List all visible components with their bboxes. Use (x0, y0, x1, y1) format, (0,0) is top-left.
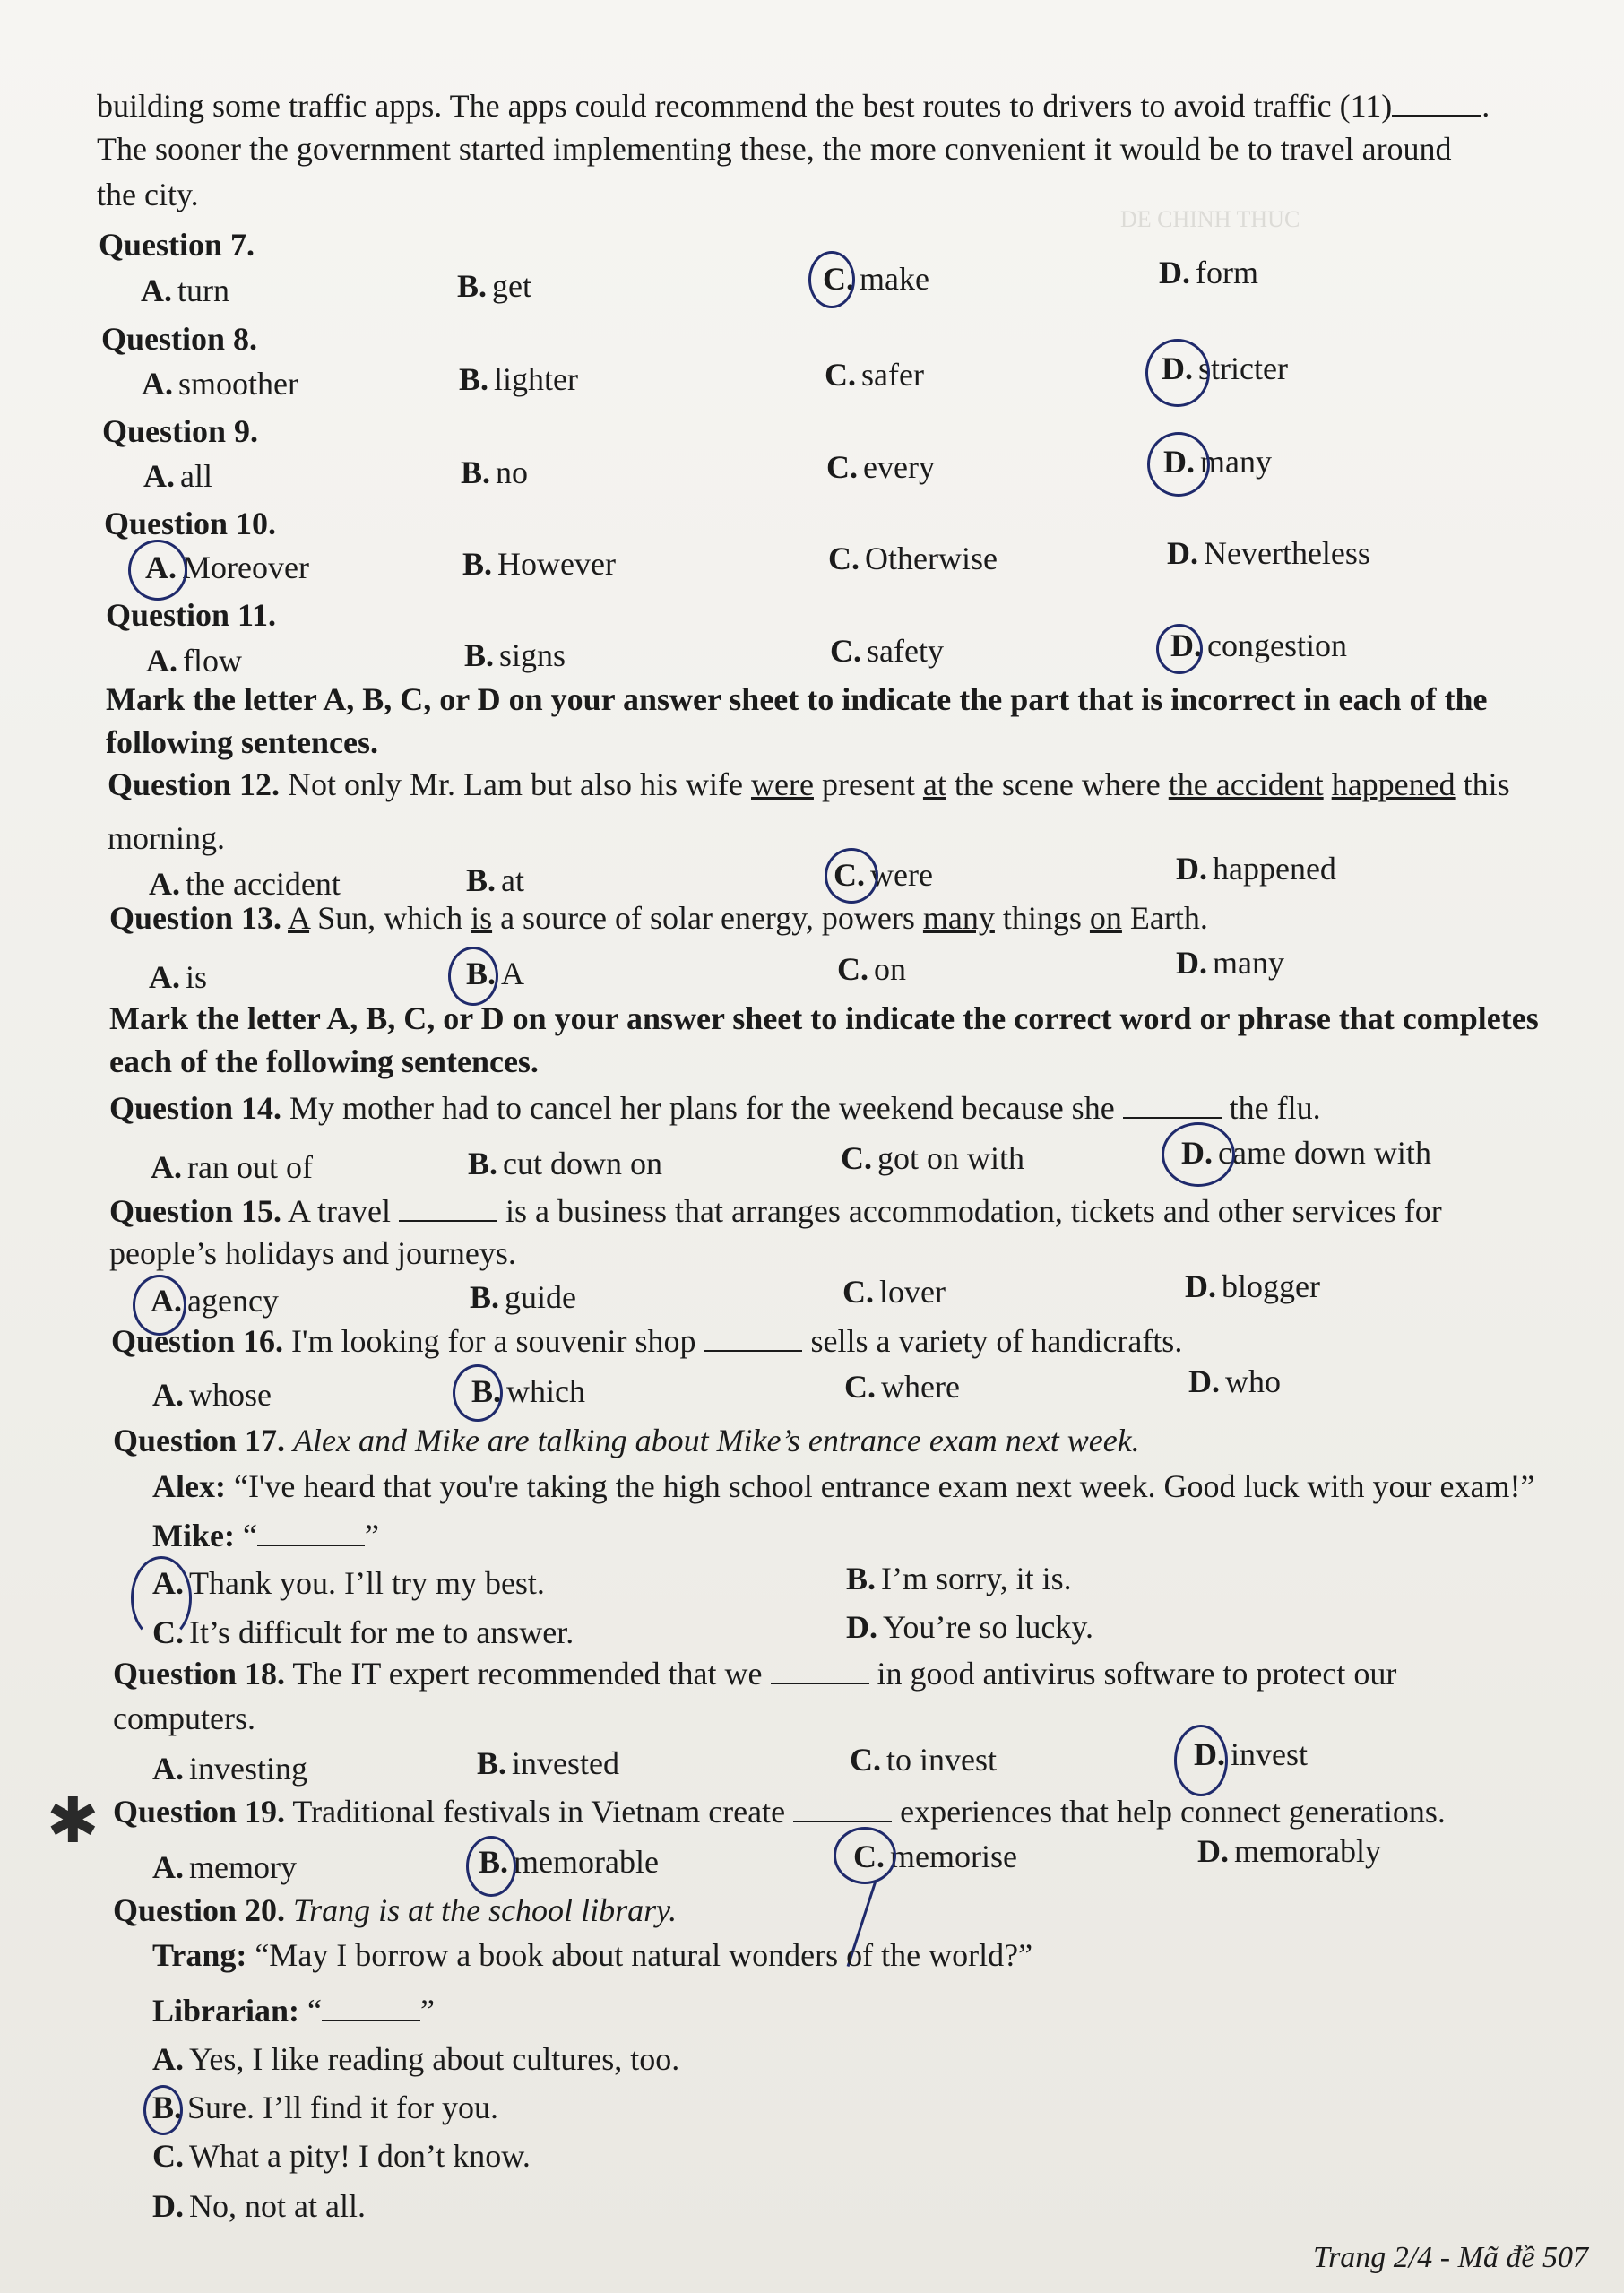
q20-option-c[interactable]: C. What a pity! I don’t know. (152, 2138, 531, 2174)
answer-circle-q11 (1156, 624, 1203, 674)
q12-stem: Question 12. Not only Mr. Lam but also his wife were present at the scene where the accident happened this (108, 766, 1510, 802)
q18-option-b[interactable]: B. invested (477, 1745, 619, 1781)
passage-line-3: the city. (97, 177, 199, 212)
q9-option-c[interactable]: C. every (826, 449, 935, 485)
q20-option-d[interactable]: D. No, not at all. (152, 2188, 366, 2224)
q17-option-a[interactable]: A. Thank you. I’ll try my best. (152, 1565, 545, 1601)
q9-title: Question 9. (102, 413, 259, 449)
q7-title: Question 7. (99, 227, 255, 263)
q12-option-c[interactable]: C. were (834, 857, 933, 893)
answer-circle-q14 (1162, 1122, 1235, 1187)
q19-option-a[interactable]: A. memory (152, 1849, 297, 1885)
q15-option-b[interactable]: B. guide (470, 1279, 576, 1315)
answer-circle-q10 (128, 540, 187, 601)
q15-stem-cont: people’s holidays and journeys. (109, 1235, 516, 1271)
answer-circle-q12 (825, 848, 878, 904)
answer-circle-q19-b (466, 1836, 516, 1897)
q7-option-a[interactable]: A. turn (141, 273, 229, 308)
q20-trang-line: Trang: “May I borrow a book about natural wonders of the world?” (152, 1937, 1033, 1973)
q15-option-c[interactable]: C. lover (842, 1274, 946, 1310)
q8-option-d[interactable]: D. stricter (1162, 350, 1288, 386)
q19-option-d[interactable]: D. memorably (1197, 1833, 1381, 1869)
q14-option-b[interactable]: B. cut down on (468, 1146, 662, 1181)
q11-option-b[interactable]: B. signs (464, 637, 566, 673)
q16-option-b[interactable]: B. which (471, 1373, 585, 1409)
q20-stem: Question 20. Trang is at the school library. (113, 1892, 678, 1928)
q15-option-d[interactable]: D. blogger (1185, 1268, 1320, 1304)
q14-option-c[interactable]: C. got on with (841, 1140, 1025, 1176)
q12-option-b[interactable]: B. at (466, 862, 524, 898)
q17-option-d[interactable]: D. You’re so lucky. (846, 1609, 1094, 1645)
page-footer: Trang 2/4 - Mã đề 507 (1313, 2241, 1588, 2274)
q14-stem: Question 14. My mother had to cancel her plans for the weekend because she the flu. (109, 1090, 1321, 1126)
answer-circle-q18 (1174, 1725, 1228, 1796)
q17-option-b[interactable]: B. I’m sorry, it is. (846, 1561, 1072, 1596)
q7-option-c[interactable]: C. make (823, 261, 929, 297)
q13-option-d[interactable]: D. many (1176, 945, 1284, 981)
answer-circle-q20 (143, 2085, 183, 2135)
q16-option-a[interactable]: A. whose (152, 1377, 272, 1413)
q8-option-b[interactable]: B. lighter (459, 361, 578, 397)
q19-stem: Question 19. Traditional festivals in Vietnam create experiences that help connect generations. (113, 1794, 1446, 1830)
answer-circle-q19-c (834, 1827, 896, 1884)
q10-option-b[interactable]: B. However (462, 546, 616, 582)
q8-option-c[interactable]: C. safer (825, 357, 924, 393)
q16-option-d[interactable]: D. who (1188, 1363, 1281, 1399)
star-mark: ✱ (47, 1787, 99, 1856)
q12-stem-cont: morning. (108, 820, 225, 856)
q10-title: Question 10. (104, 506, 277, 541)
q10-option-c[interactable]: C. Otherwise (828, 541, 998, 576)
q10-option-d[interactable]: D. Nevertheless (1167, 535, 1370, 571)
q9-option-a[interactable]: A. all (143, 458, 212, 494)
q11-option-c[interactable]: C. safety (830, 633, 944, 669)
q8-option-a[interactable]: A. smoother (142, 366, 298, 402)
q12-option-d[interactable]: D. happened (1176, 851, 1336, 887)
q20-librarian-line: Librarian: “ ” (152, 1993, 435, 2029)
section-correct-word-heading: Mark the letter A, B, C, or D on your answer sheet to indicate the correct word or phrase that completes each of the following sentences. (109, 1000, 1539, 1079)
q20-option-a[interactable]: A. Yes, I like reading about cultures, too. (152, 2041, 680, 2077)
q14-option-d[interactable]: D. came down with (1181, 1135, 1431, 1171)
passage-line-1: building some traffic apps. The apps could recommend the best routes to drivers to avoid traffic (11) . (97, 88, 1490, 124)
q15-stem: Question 15. A travel is a business that arranges accommodation, tickets and other services for (109, 1193, 1442, 1229)
q13-option-b[interactable]: B. A (466, 956, 525, 991)
passage-line-2: The sooner the government started implementing these, the more convenient it would be to travel around (97, 131, 1452, 167)
q11-title: Question 11. (106, 597, 277, 633)
q18-option-c[interactable]: C. to invest (850, 1742, 997, 1778)
q9-option-b[interactable]: B. no (461, 454, 529, 490)
q18-option-d[interactable]: D. invest (1194, 1736, 1308, 1772)
q18-stem-cont: computers. (113, 1700, 255, 1736)
q11-option-d[interactable]: D. congestion (1170, 627, 1347, 663)
answer-circle-q7 (808, 251, 855, 308)
q14-option-a[interactable]: A. ran out of (151, 1149, 313, 1185)
q18-option-a[interactable]: A. investing (152, 1751, 307, 1787)
q20-option-b[interactable]: B. Sure. I’ll find it for you. (152, 2090, 498, 2125)
q18-stem: Question 18. The IT expert recommended that we in good antivirus software to protect our (113, 1656, 1397, 1692)
section-incorrect-part-heading: Mark the letter A, B, C, or D on your answer sheet to indicate the part that is incorrect in each of the following sentences. (106, 681, 1488, 760)
q19-option-b[interactable]: B. memorable (479, 1844, 659, 1880)
q8-title: Question 8. (101, 321, 258, 357)
q7-option-d[interactable]: D. form (1159, 255, 1258, 290)
q17-alex-line: Alex: “I've heard that you're taking the high school entrance exam next week. Good luck with your exam!” (152, 1468, 1535, 1504)
bleed-through-text: DE CHINH THUC (1120, 206, 1300, 232)
q7-option-b[interactable]: B. get (457, 268, 531, 304)
q17-stem: Question 17. Alex and Mike are talking about Mike’s entrance exam next week. (113, 1423, 1140, 1458)
q11-option-a[interactable]: A. flow (146, 643, 242, 679)
answer-circle-q9 (1147, 432, 1210, 497)
answer-circle-q8 (1145, 339, 1210, 407)
q16-stem: Question 16. I'm looking for a souvenir shop sells a variety of handicrafts. (111, 1323, 1183, 1359)
q13-stem: Question 13. A Sun, which is a source of solar energy, powers many things on Earth. (109, 900, 1208, 936)
q17-mike-line: Mike: “ ” (152, 1518, 379, 1553)
q13-option-c[interactable]: C. on (837, 951, 906, 987)
q12-option-a[interactable]: A. the accident (149, 866, 341, 902)
q17-option-c[interactable]: C. It’s difficult for me to answer. (152, 1614, 574, 1650)
q15-option-a[interactable]: A. agency (151, 1283, 279, 1319)
q19-option-c[interactable]: C. memorise (853, 1839, 1017, 1874)
answer-circle-q16 (453, 1364, 503, 1422)
q16-option-c[interactable]: C. where (844, 1369, 960, 1405)
q10-option-a[interactable]: A. Moreover (145, 549, 309, 585)
q13-option-a[interactable]: A. is (149, 959, 208, 995)
q9-option-d[interactable]: D. many (1163, 444, 1272, 480)
